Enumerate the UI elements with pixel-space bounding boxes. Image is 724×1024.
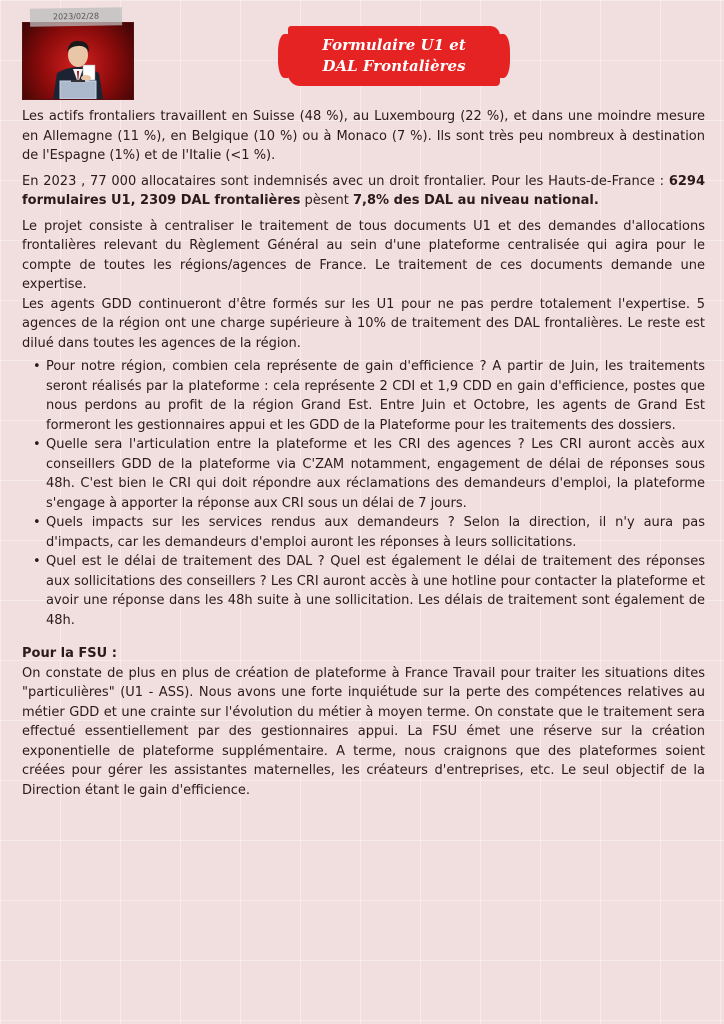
ballot-box-person-photo bbox=[22, 22, 134, 100]
p2-start: En 2023 , 77 000 allocataires sont indemnisés avec un droit frontalier. Pour les Hauts-de-France : bbox=[22, 173, 669, 189]
fsu-section-title: Pour la FSU : bbox=[22, 646, 117, 661]
intro-paragraph-3: Le projet consiste à centraliser le traitement de tous documents U1 et des demandes d'allocations frontalières relevant du Règlement Général au sein d'une plateforme centralisée qui agira pour le compte de toutes les régions/agences de France. Le traitement de ces documents demande une expertise. bbox=[22, 218, 705, 292]
intro-paragraph-2 bbox=[22, 172, 705, 211]
title-banner bbox=[288, 26, 500, 86]
document-body bbox=[22, 107, 705, 800]
question-list bbox=[22, 357, 705, 630]
banner-title-line-2: DAL Frontalières bbox=[322, 57, 466, 75]
p2-mid: pèsent bbox=[300, 193, 353, 208]
tape-label: 2023/02/28 bbox=[52, 11, 100, 22]
tape-strip bbox=[30, 7, 122, 27]
question-item: • Quel est le délai de traitement des DAL ? Quel est également le délai de traitement des réponses aux sollicitations des conseillers ? Les CRI auront accès à une hotline pour contacter la plateforme et avoir une réponse dans les 48h suite à une sollicitation. Les délais de traitement sont également de 48h. bbox=[46, 552, 705, 630]
question-item: • Quelle sera l'articulation entre la plateforme et les CRI des agences ? Les CRI auront accès aux conseillers GDD de la plateforme via C'ZAM notamment, engagement de délai de réponses sous 48h. C'est bien le CRI qui doit répondre aux réclamations des demandeurs d'emploi, la plateforme s'engage à apporter la réponse aux CRI sous un délai de 7 jours. bbox=[46, 435, 705, 513]
question-item: • Pour notre région, combien cela représente de gain d'efficience ? A partir de Juin, les traitements seront réalisés par la plateforme : cela représente 2 CDI et 1,9 CDD en gain d'efficience, postes que nous perdons au profit de la région Grand Est. Entre Juin et Octobre, les agents de Grand Est formeront les gestionnaires appui et les GDD de la Plateforme pour les traitements des dossiers. bbox=[46, 357, 705, 435]
p2-bold-figures: 6294 formulaires U1, 2309 DAL frontalières bbox=[22, 173, 705, 208]
p2-bold-share: 7,8% des DAL au niveau national. bbox=[352, 193, 599, 208]
banner-title-line-1: Formulaire U1 et bbox=[322, 36, 466, 54]
intro-paragraph-4: Les agents GDD continueront d'être formés sur les U1 pour ne pas perdre totalement l'expertise. 5 agences de la région ont une charge supérieure à 10% de traitement des DAL frontalières. Le reste est dilué dans toutes les agences de la région. bbox=[22, 296, 705, 351]
question-item: • Quels impacts sur les services rendus aux demandeurs ? Selon la direction, il n'y aura pas d'impacts, car les demandeurs d'emploi auront les réponses à leurs sollicitations. bbox=[46, 513, 705, 552]
intro-paragraph-1: Les actifs frontaliers travaillent en Suisse (48 %), au Luxembourg (22 %), et dans une moindre mesure en Allemagne (11 %), en Belgique (10 %) ou à Monaco (7 %). Ils sont très peu nombreux à destination de l'Espagne (1%) et de l'Italie (<1 %). bbox=[22, 109, 705, 163]
fsu-section-body: On constate de plus en plus de création de plateforme à France Travail pour traiter les situations dites "particulières" (U1 - ASS). Nous avons une forte inquiétude sur la perte des compétences relatives au métier GDD et une crainte sur l'évolution du métier à moyen terme. On constate que le traitement sera effectué essentiellement par des gestionnaires appui. La FSU émet une réserve sur la création exponentielle de plateforme supplémentaire. A terme, nous craignons que des plateformes soient créées pour gérer les assistantes maternelles, les créateurs d'entreprises, etc. Le seul objectif de la Direction étant le gain d'efficience. bbox=[22, 665, 705, 798]
page-header bbox=[0, 0, 724, 105]
person-voting-icon bbox=[23, 23, 133, 99]
